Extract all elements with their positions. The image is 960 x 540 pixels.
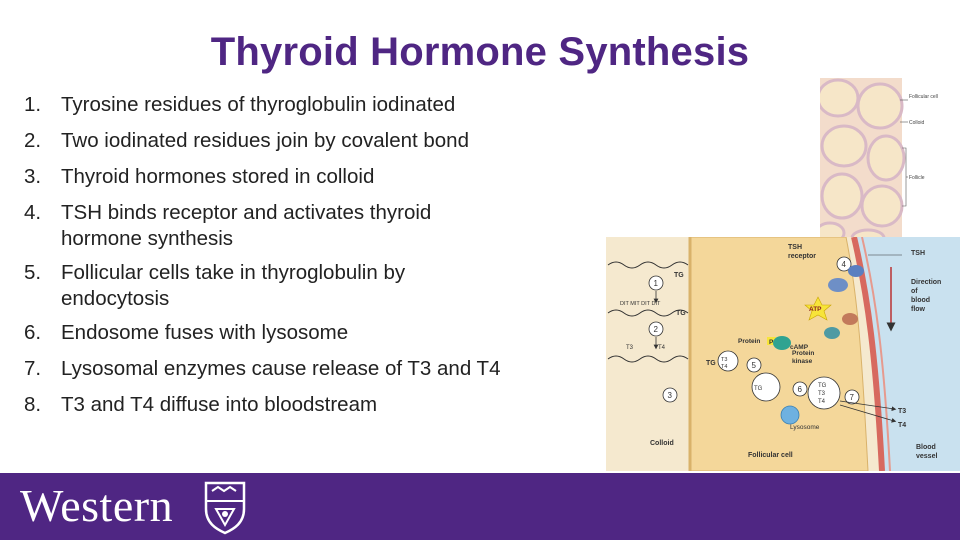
label-t4-colloid: T4: [658, 345, 666, 351]
step-text: Follicular cells take in thyroglobulin by endocytosis: [61, 261, 406, 310]
label-t4-vesicle: T4: [721, 364, 728, 370]
label-direction-of-blood-flow: Direction of blood flow: [911, 279, 942, 313]
step-marker-6: 6: [797, 385, 802, 394]
micro-label-follicle: Follicle: [909, 175, 925, 181]
step-text: Two iodinated residues join by covalent bond: [61, 129, 469, 152]
label-lysosome: Lysosome: [790, 424, 820, 431]
step-marker-5: 5: [751, 361, 756, 370]
step-text: Tyrosine residues of thyroglobulin iodinated: [61, 93, 456, 116]
label-tg-lysosome: TG: [818, 383, 827, 389]
label-tsh-receptor-2: receptor: [788, 253, 817, 260]
step-item: [24, 320, 584, 346]
label-tg-vesicle: TG: [754, 386, 763, 392]
footer-bar: [0, 473, 960, 540]
steps-list: [24, 92, 584, 428]
step-text: TSH binds receptor and activates thyroid hormone synthesis: [61, 201, 432, 250]
step-number: 6.: [24, 321, 42, 344]
step-text: Lysosomal enzymes cause release of T3 and T4: [61, 357, 501, 380]
label-p: P: [769, 339, 774, 346]
label-colloid: Colloid: [650, 440, 674, 447]
university-crest-icon: [200, 479, 250, 535]
step-item: [24, 128, 584, 154]
step-item: [24, 200, 491, 252]
label-t3-lysosome: T3: [818, 391, 826, 397]
label-blood-vessel: Blood vessel: [916, 444, 938, 460]
step-number: 7.: [24, 357, 42, 380]
step-text: Thyroid hormones stored in colloid: [61, 165, 375, 188]
step-number: 3.: [24, 165, 42, 188]
step-text: T3 and T4 diffuse into bloodstream: [61, 393, 378, 416]
step-marker-4: 4: [841, 260, 846, 269]
step-item: [24, 260, 491, 312]
step-item: [24, 92, 584, 118]
step-marker-2: 2: [653, 325, 658, 334]
synthesis-diagram: [606, 237, 960, 471]
label-tsh-receptor-1: TSH: [788, 244, 802, 251]
step-number: 8.: [24, 393, 42, 416]
step-number: 5.: [24, 261, 42, 284]
step-item: [24, 356, 584, 382]
step-marker-3: 3: [667, 391, 672, 400]
label-t4-blood: T4: [898, 422, 907, 429]
label-t3-blood: T3: [898, 408, 907, 415]
label-protein-kinase: Protein kinase: [792, 350, 815, 365]
slide-title: Thyroid Hormone Synthesis: [210, 30, 750, 74]
step-number: 4.: [24, 201, 42, 224]
label-t3-colloid: T3: [626, 345, 634, 351]
step-text: Endosome fuses with lysosome: [61, 321, 349, 344]
step-item: [24, 392, 584, 418]
label-dit-mit: DIT MIT DIT DIT: [620, 301, 661, 307]
step-number: 2.: [24, 129, 42, 152]
thyroid-micrograph: [820, 78, 960, 238]
step-number: 1.: [24, 93, 42, 116]
step-item: [24, 164, 584, 190]
label-protein: Protein: [738, 338, 761, 345]
label-camp: cAMP: [790, 344, 809, 351]
western-wordmark: Western: [20, 480, 174, 531]
micro-label-follicular-cell: Follicular cell: [909, 94, 938, 100]
label-atp: ATP: [809, 306, 822, 313]
label-tg-2: TG: [676, 310, 686, 317]
micro-label-colloid: Colloid: [909, 120, 925, 126]
label-tg-1: TG: [674, 272, 684, 279]
step-marker-7: 7: [849, 393, 854, 402]
label-tsh: TSH: [911, 250, 925, 257]
label-follicular-cell: Follicular cell: [748, 452, 793, 459]
label-t4-lysosome: T4: [818, 399, 826, 405]
label-tg-3: TG: [706, 360, 716, 367]
label-t3-vesicle: T3: [721, 357, 728, 363]
step-marker-1: 1: [653, 279, 658, 288]
